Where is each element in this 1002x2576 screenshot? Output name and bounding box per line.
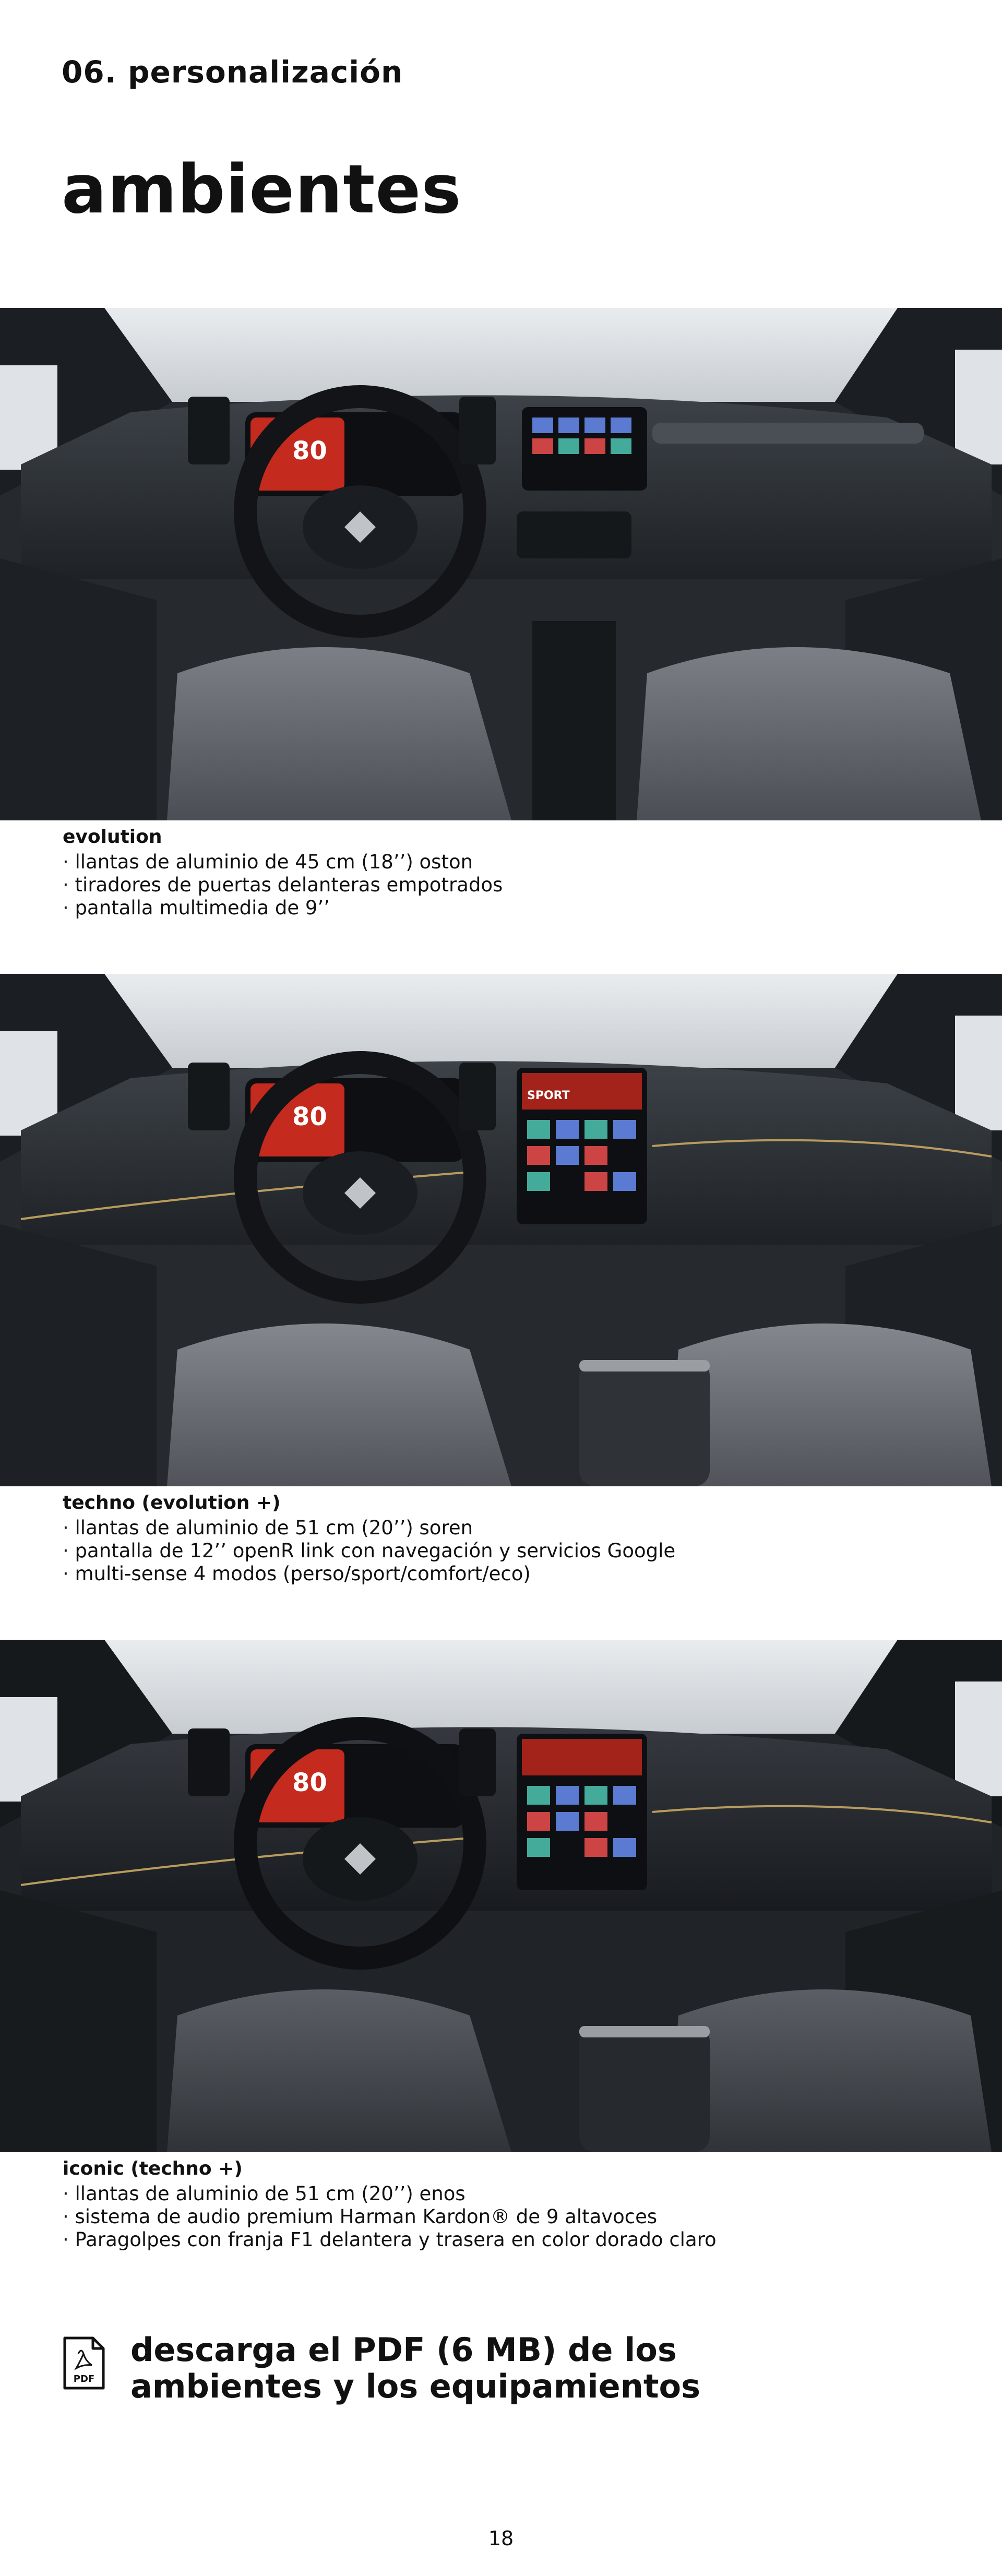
- feature-list: [63, 851, 503, 920]
- trim-name: techno (evolution +): [63, 1492, 281, 1513]
- svg-text:PDF: PDF: [73, 2374, 95, 2384]
- download-label-line1[interactable]: descarga el PDF (6 MB) de los: [130, 2331, 677, 2369]
- car-interior-photo: [0, 1640, 1002, 2152]
- feature-item: · Paragolpes con franja F1 delantera y trasera en color dorado claro: [63, 2228, 717, 2251]
- download-pdf-link[interactable]: [63, 2332, 741, 2410]
- feature-item: · sistema de audio premium Harman Kardon® de 9 altavoces: [63, 2205, 717, 2228]
- download-label-line2[interactable]: ambientes y los equipamientos: [130, 2367, 700, 2405]
- trim-iconic: [63, 2157, 717, 2251]
- feature-item: · llantas de aluminio de 45 cm (18’’) oston: [63, 851, 503, 874]
- page-title: ambientes: [62, 151, 462, 229]
- feature-item: · multi-sense 4 modos (perso/sport/comfort/eco): [63, 1563, 675, 1585]
- trim-name: evolution: [63, 826, 162, 848]
- download-label[interactable]: [130, 2332, 700, 2405]
- interior-photo-evolution: [0, 308, 1002, 820]
- feature-item: · llantas de aluminio de 51 cm (20’’) enos: [63, 2183, 717, 2205]
- speed-readout: 80: [292, 436, 327, 466]
- interior-photo-techno: [0, 974, 1002, 1486]
- pdf-file-icon: [63, 2336, 105, 2390]
- car-interior-photo: [0, 974, 1002, 1486]
- section-eyebrow: 06. personalización: [62, 54, 403, 90]
- trim-techno: [63, 1492, 675, 1585]
- trim-name: iconic (techno +): [63, 2158, 243, 2179]
- feature-item: · pantalla multimedia de 9’’: [63, 897, 503, 920]
- feature-item: · pantalla de 12’’ openR link con navegación y servicios Google: [63, 1540, 675, 1563]
- car-interior-photo: [0, 308, 1002, 820]
- interior-photo-iconic: [0, 1640, 1002, 2152]
- feature-list: [63, 1517, 675, 1585]
- screen-mode-label: SPORT: [527, 1089, 570, 1102]
- trim-evolution: [63, 826, 503, 920]
- page-number: 18: [488, 2527, 514, 2550]
- speed-readout: 80: [292, 1768, 327, 1797]
- feature-item: · llantas de aluminio de 51 cm (20’’) soren: [63, 1517, 675, 1540]
- speed-readout: 80: [292, 1102, 327, 1131]
- feature-item: · tiradores de puertas delanteras empotrados: [63, 874, 503, 897]
- feature-list: [63, 2183, 717, 2251]
